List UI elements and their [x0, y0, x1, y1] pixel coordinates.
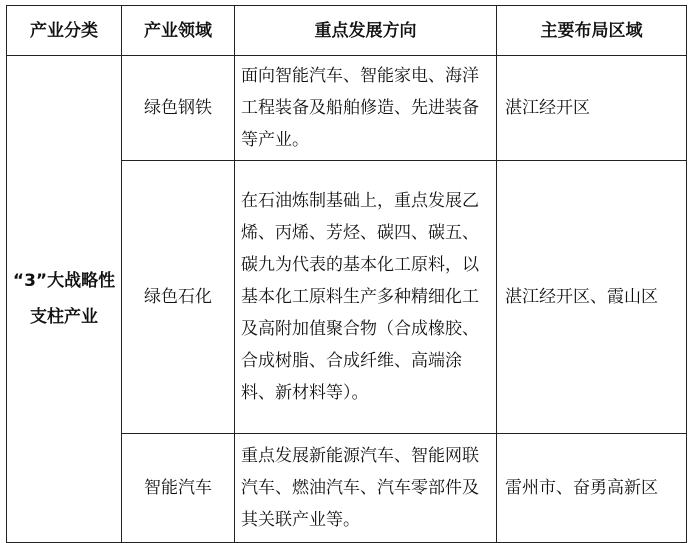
header-category: 产业分类: [7, 6, 122, 56]
header-direction: 重点发展方向: [235, 6, 497, 56]
region-cell: 湛江经开区、霞山区: [497, 161, 687, 434]
industry-table: [6, 5, 687, 543]
field-cell: 绿色钢铁: [122, 56, 235, 161]
field-cell: 智能汽车: [122, 434, 235, 543]
table-row: [7, 56, 687, 161]
direction-cell: 重点发展新能源汽车、智能网联汽车、燃油汽车、汽车零部件及其关联产业等。: [235, 434, 497, 543]
header-region: 主要布局区域: [497, 6, 687, 56]
category-cell: “3”大战略性支柱产业: [7, 56, 122, 543]
region-cell: 雷州市、奋勇高新区: [497, 434, 687, 543]
field-cell: 绿色石化: [122, 161, 235, 434]
direction-cell: 面向智能汽车、智能家电、海洋工程装备及船舶修造、先进装备等产业。: [235, 56, 497, 161]
header-field: 产业领域: [122, 6, 235, 56]
direction-cell: 在石油炼制基础上，重点发展乙烯、丙烯、芳烃、碳四、碳五、碳九为代表的基本化工原料，以基本化工原料生产多种精细化工及高附加值聚合物（合成橡胶、合成树脂、合成纤维、高端涂料、新材料等）。: [235, 161, 497, 434]
region-cell: 湛江经开区: [497, 56, 687, 161]
header-row: [7, 6, 687, 56]
